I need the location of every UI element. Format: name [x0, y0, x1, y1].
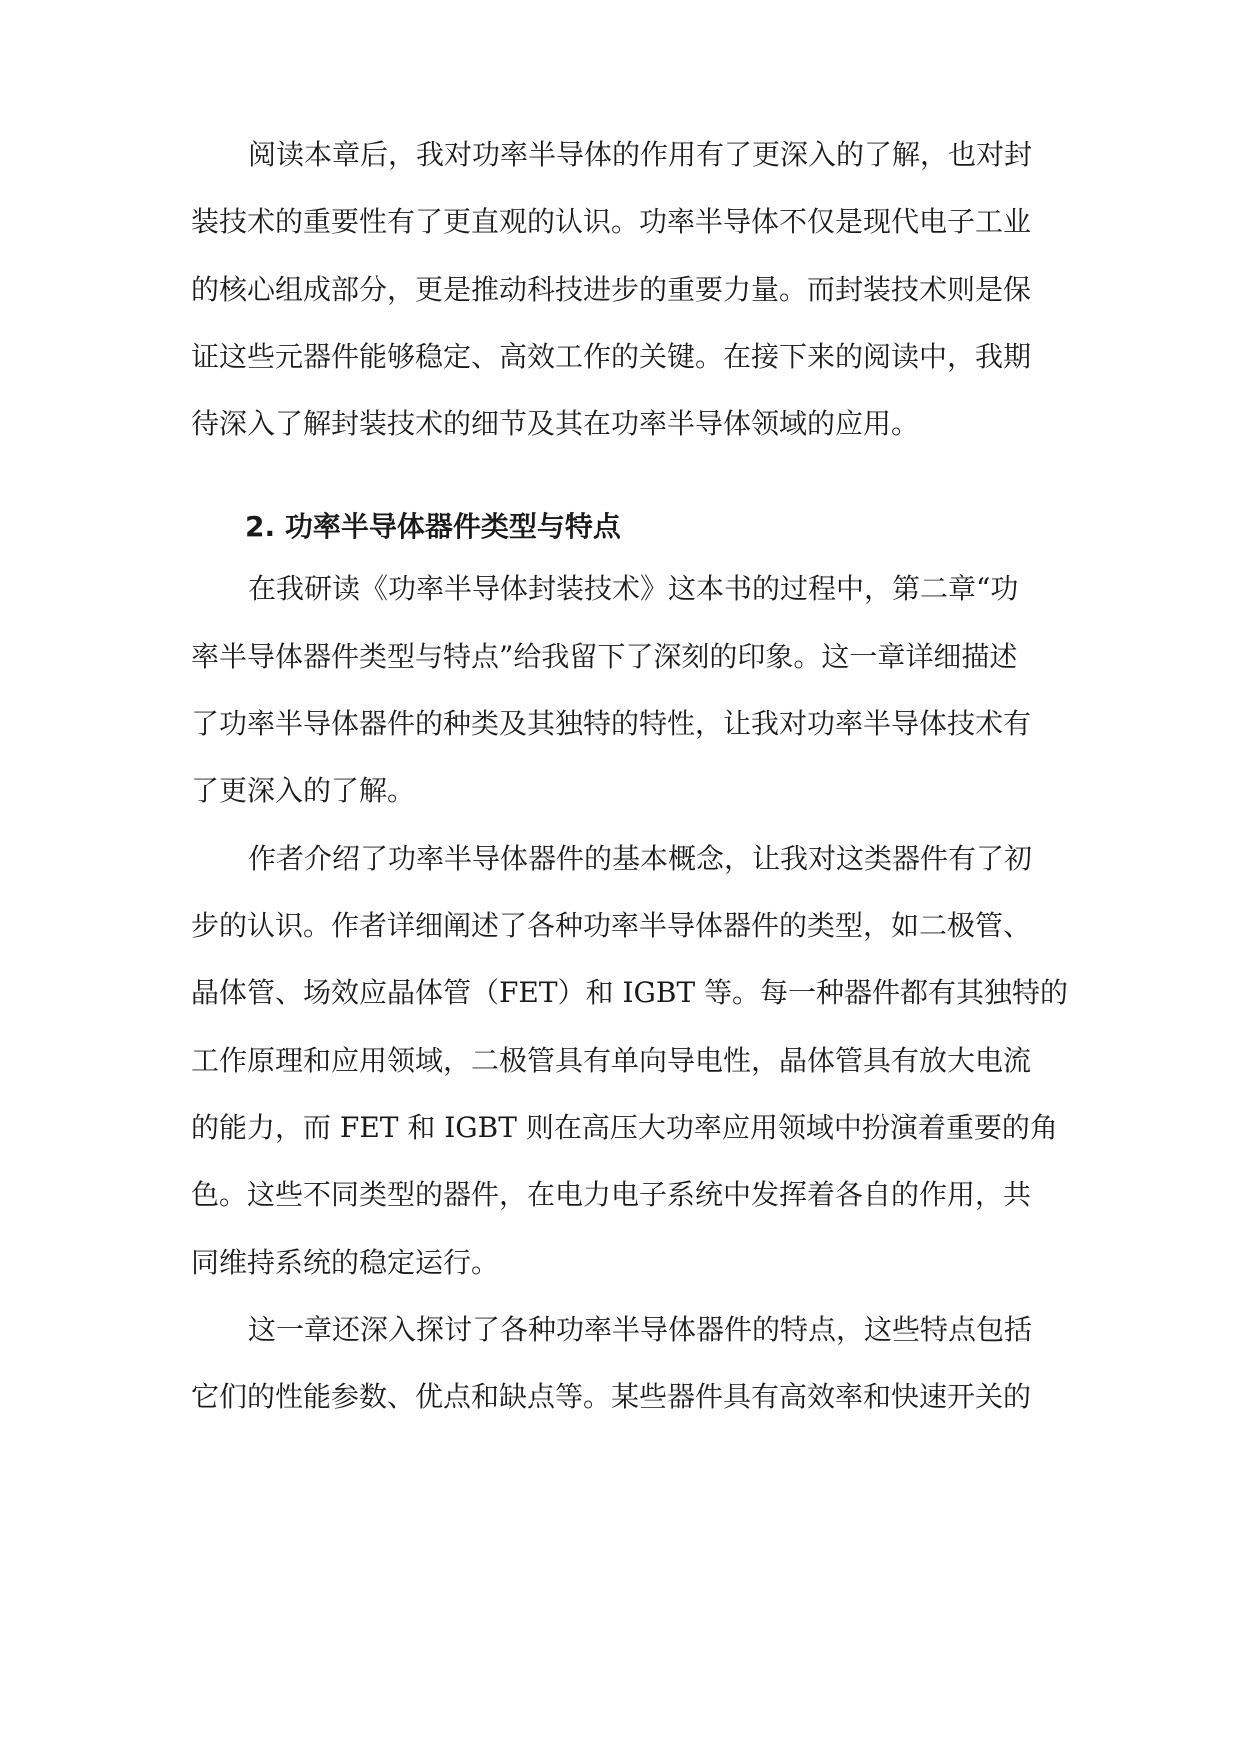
paragraph-line: 了功率半导体器件的种类及其独特的特性，让我对功率半导体技术有 — [191, 707, 1032, 740]
paragraph-line: 同维持系统的稳定运行。 — [191, 1246, 500, 1279]
paragraph-line: 步的认识。作者详细阐述了各种功率半导体器件的类型，如二极管、 — [191, 909, 1032, 942]
paragraph-line: 晶体管、场效应晶体管（FET）和 IGBT 等。每一种器件都有其独特的 — [191, 976, 1069, 1009]
paragraph-line: 工作原理和应用领域，二极管具有单向导电性，晶体管具有放大电流 — [191, 1044, 1032, 1077]
paragraph-line: 装技术的重要性有了更直观的认识。功率半导体不仅是现代电子工业 — [191, 205, 1032, 238]
paragraph-line: 在我研读《功率半导体封装技术》这本书的过程中，第二章“功 — [248, 572, 1019, 605]
paragraph-line: 待深入了解封装技术的细节及其在功率半导体领域的应用。 — [191, 407, 920, 440]
paragraph-line: 作者介绍了功率半导体器件的基本概念，让我对这类器件有了初 — [248, 842, 1033, 875]
paragraph-line: 的能力，而 FET 和 IGBT 则在高压大功率应用领域中扮演着重要的角 — [191, 1111, 1058, 1144]
paragraph-line: 这一章还深入探讨了各种功率半导体器件的特点，这些特点包括 — [248, 1313, 1033, 1346]
paragraph-line: 了更深入的了解。 — [191, 774, 416, 807]
section-heading: 2. 功率半导体器件类型与特点 — [245, 510, 621, 543]
paragraph-line: 证这些元器件能够稳定、高效工作的关键。在接下来的阅读中，我期 — [191, 340, 1032, 373]
paragraph-line: 率半导体器件类型与特点”给我留下了深刻的印象。这一章详细描述 — [191, 640, 1018, 673]
paragraph-line: 它们的性能参数、优点和缺点等。某些器件具有高效率和快速开关的 — [191, 1380, 1032, 1413]
paragraph-line: 的核心组成部分，更是推动科技进步的重要力量。而封装技术则是保 — [191, 273, 1032, 306]
paragraph-line: 阅读本章后，我对功率半导体的作用有了更深入的了解，也对封 — [248, 138, 1033, 171]
paragraph-line: 色。这些不同类型的器件，在电力电子系统中发挥着各自的作用，共 — [191, 1178, 1032, 1211]
